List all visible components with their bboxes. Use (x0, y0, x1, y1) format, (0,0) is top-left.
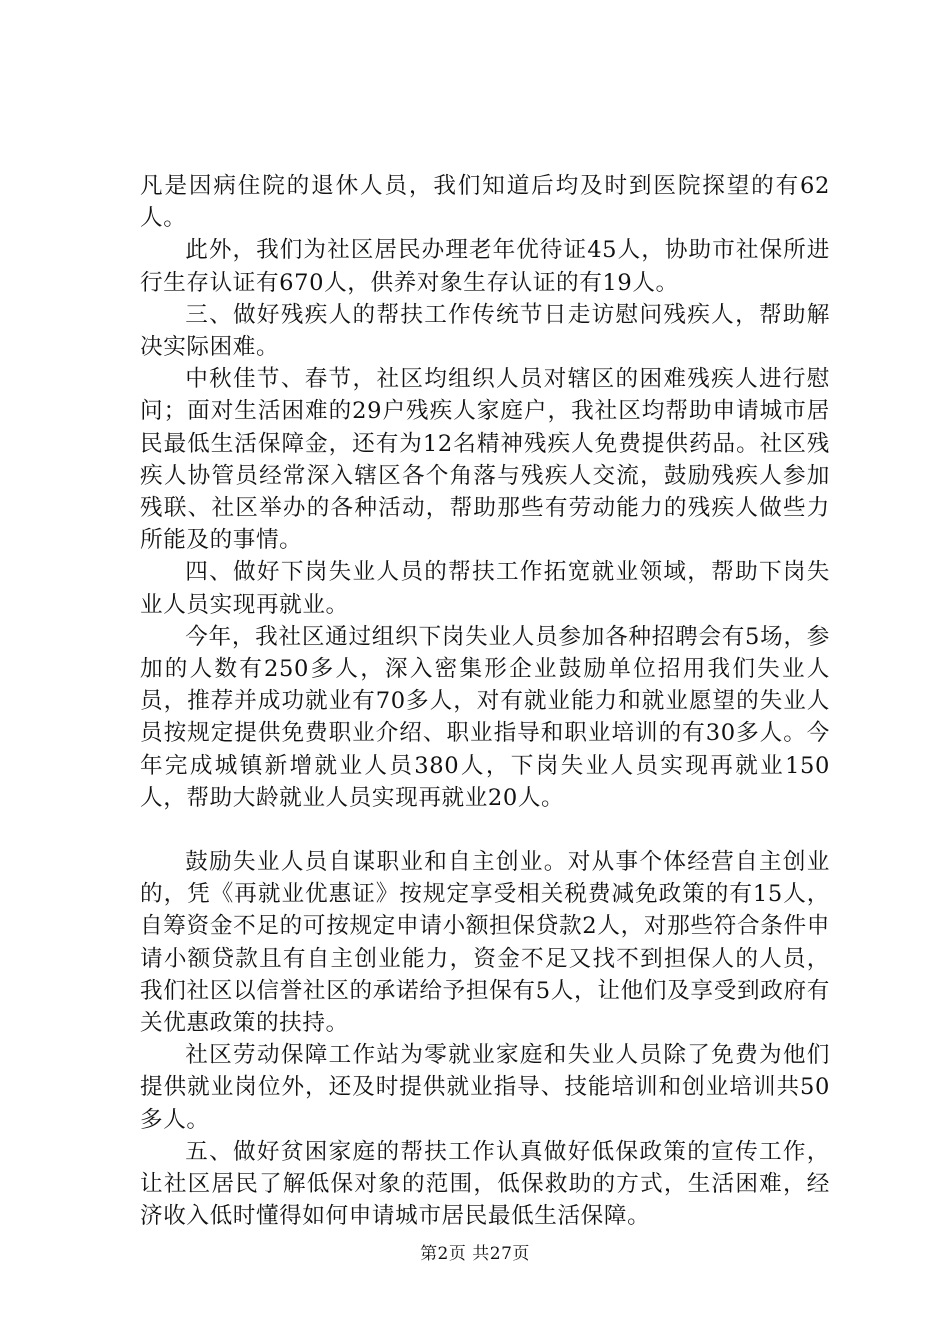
paragraph-continued: 凡是因病住院的退休人员，我们知道后均及时到医院探望的有62人。 (140, 173, 830, 232)
section-heading-4: 四、做好下岗失业人员的帮扶工作拓宽就业领域，帮助下岗失业人员实现再就业。 (140, 559, 830, 618)
section-heading-3: 三、做好残疾人的帮扶工作传统节日走访慰问残疾人，帮助解决实际困难。 (140, 301, 830, 361)
paragraph: 此外，我们为社区居民办理老年优待证45人，协助市社保所进行生存认证有670人，供养对象生存认证的有19人。 (140, 237, 830, 296)
document-body (140, 170, 830, 1233)
paragraph: 社区劳动保障工作站为零就业家庭和失业人员除了免费为他们提供就业岗位外，还及时提供就业指导、技能培训和创业培训共50多人。 (140, 1042, 830, 1133)
page-number-footer: 第2页 共27页 (420, 1244, 530, 1264)
paragraph: 中秋佳节、春节，社区均组织人员对辖区的困难残疾人进行慰问；面对生活困难的29户残疾人家庭户，我社区均帮助申请城市居民最低生活保障金，还有为12名精神残疾人免费提供药品。社区残疾人协管员经常深入辖区各个角落与残疾人交流，鼓励残疾人参加残联、社区举办的各种活动，帮助那些有劳动能力的残疾人做些力所能及的事情。 (140, 366, 830, 554)
section-heading-5: 五、做好贫困家庭的帮扶工作认真做好低保政策的宣传工作，让社区居民了解低保对象的范围，低保救助的方式，生活困难，经济收入低时懂得如何申请城市居民最低生活保障。 (140, 1138, 830, 1230)
paragraph: 鼓励失业人员自谋职业和自主创业。对从事个体经营自主创业的，凭《再就业优惠证》按规定享受相关税费减免政策的有15人，自筹资金不足的可按规定申请小额担保贷款2人，对那些符合条件申请小额贷款且有自主创业能力，资金不足又找不到担保人的人员，我们社区以信誉社区的承诺给予担保有5人，让他们及享受到政府有关优惠政策的扶持。 (140, 849, 830, 1037)
paragraph: 今年，我社区通过组织下岗失业人员参加各种招聘会有5场，参加的人数有250多人，深入密集形企业鼓励单位招用我们失业人员，推荐并成功就业有70多人，对有就业能力和就业愿望的失业人员按规定提供免费职业介绍、职业指导和职业培训的有30多人。今年完成城镇新增就业人员380人，下岗失业人员实现再就业150人，帮助大龄就业人员实现再就业20人。 (140, 623, 830, 811)
